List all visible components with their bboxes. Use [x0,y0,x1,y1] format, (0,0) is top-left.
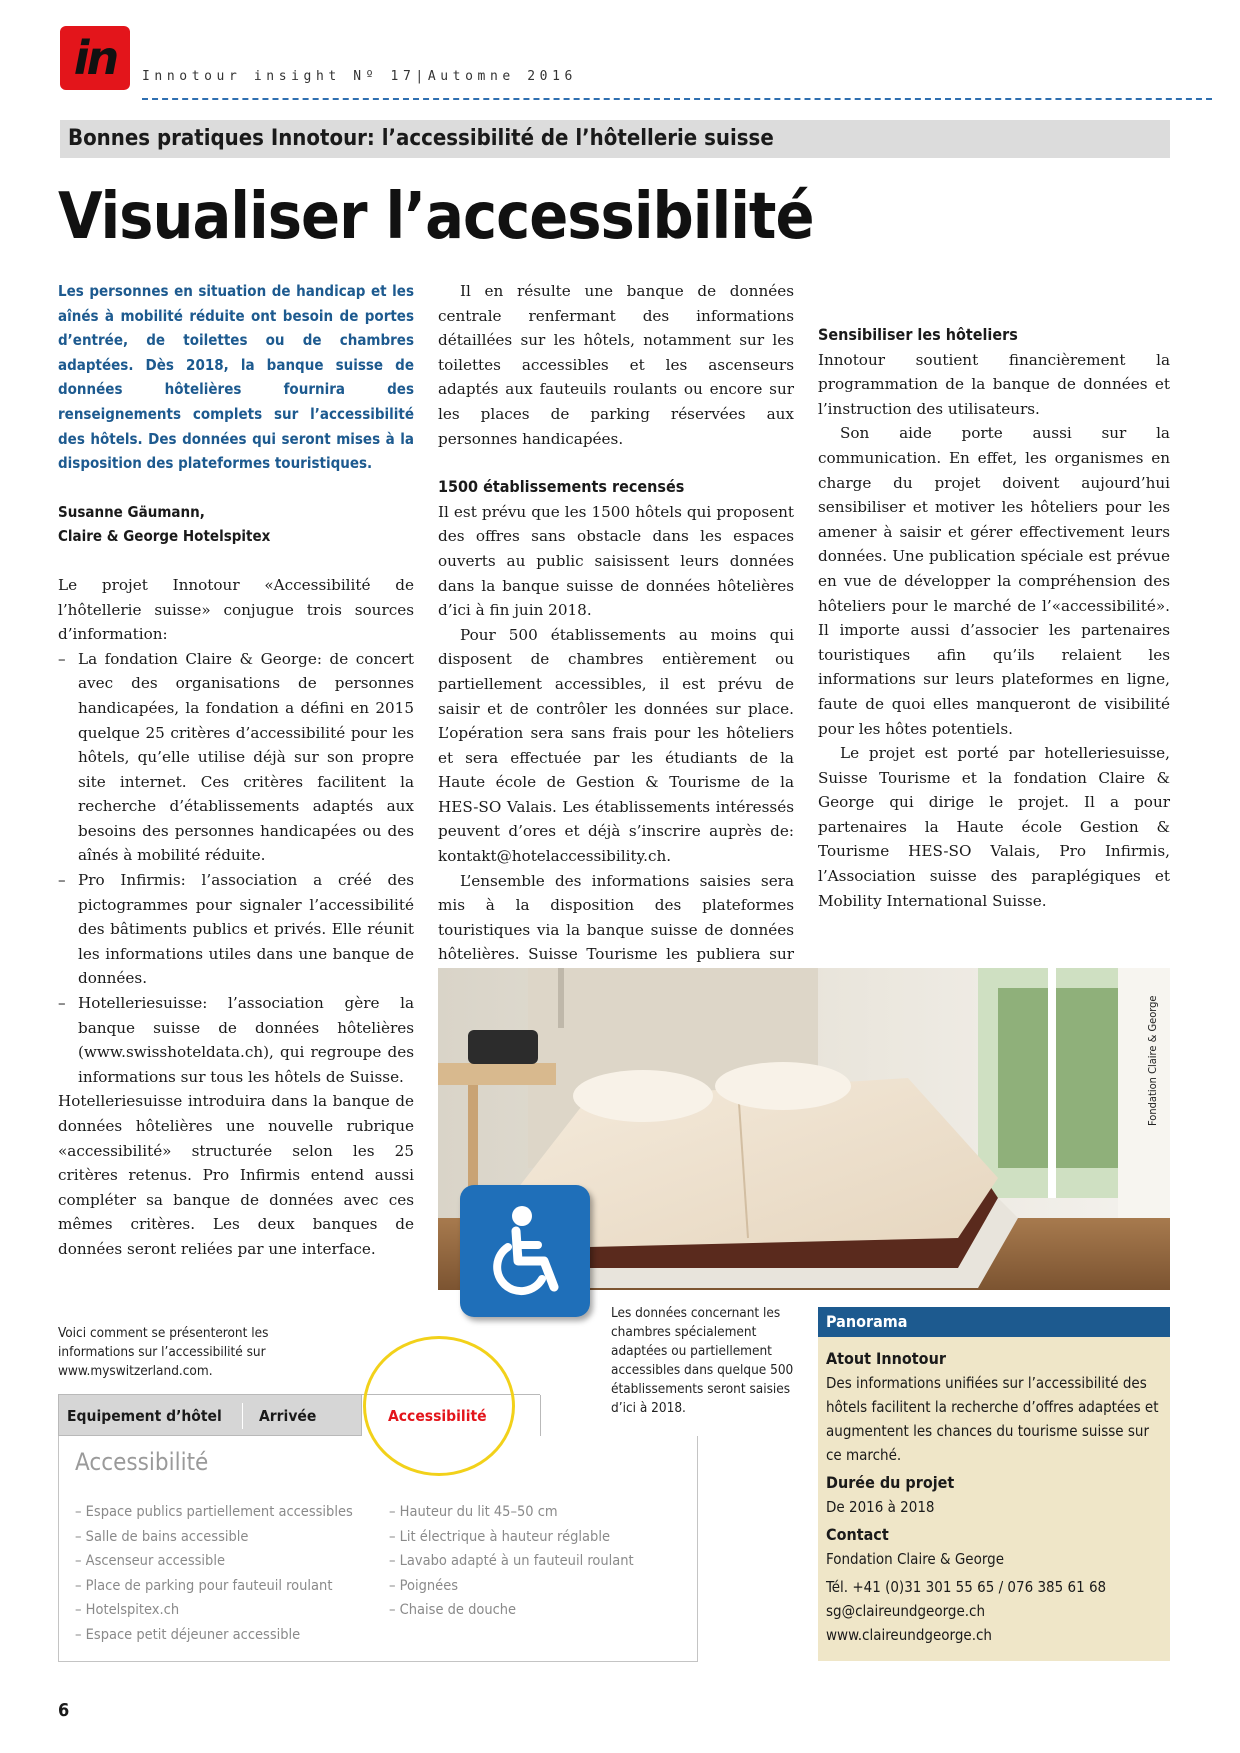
list-item: – Hauteur du lit 45–50 cm [389,1504,558,1520]
list-item: – Pro Infirmis: l’association a créé des pictogrammes pour signaler l’accessibilité des bâtiments publics et privés. Elle réunit les informations utiles dans une banque de données. [58,868,414,991]
list-item: – Poignées [389,1577,459,1594]
article-paragraph: L’ensemble des informations saisies sera mis à la disposition des plateformes touristiques via la banque suisse de données hôtelières. Suisse Tourisme les publiera sur [438,871,794,964]
subheading: Sensibiliser les hôteliers [818,325,1018,344]
myswitzerland-mockup [58,1394,698,1662]
list-item: – Salle de bains accessible [75,1528,249,1545]
innotour-logo [60,26,130,90]
panorama-heading: Durée du projet [826,1473,955,1492]
contact-phone: Tél. +41 (0)31 301 55 65 / 076 385 61 68 [826,1578,1107,1596]
author-name: Susanne Gäumann, [58,502,205,521]
article-lead: Les personnes en situation de handicap et les aînés à mobilité réduite ont besoin de portes d’entrée, de toilettes ou de chambres adaptées. Dès 2018, la banque suisse de données hôtelières fournira des renseignements complets sur l’accessibilité des hôtels. Des données qui seront mises à la disposition des plateformes touristiques. [58,282,414,473]
panorama-title: Panorama [818,1307,1170,1337]
tab-equipement[interactable]: Equipement d’hôtel [67,1407,222,1425]
accessibility-list-left [75,1500,353,1647]
panorama-body [818,1337,1170,1647]
list-item: – Hotelspitex.ch [75,1602,180,1618]
byline [58,500,414,549]
panorama-text: Des informations unifiées sur l’accessibilité des hôtels facilitent la recherche d’offres adaptées et augmentent les chances du tourisme suisse sur ce marché. [826,1374,1159,1464]
tab-accessibilite[interactable] [361,1395,541,1439]
section-band [60,120,1170,158]
list-item: – Hotelleriesuisse: l’association gère la banque suisse de données hôtelières (www.swisshoteldata.ch), qui regroupe des informations sur tous les hôtels de Suisse. [58,991,414,1089]
article-paragraph: Il en résulte une banque de données centrale renfermant des informations détaillées sur les hôtels, notamment sur les toilettes accessibles et les ascenseurs adaptés aux fauteuils roulants ou encore sur les places de parking réservées aux personnes handicapées. [438,282,794,448]
section-title: Bonnes pratiques Innotour: l’accessibilité de l’hôtellerie suisse [68,126,774,151]
wheelchair-icon [478,1203,572,1299]
list-item: – Chaise de douche [389,1602,517,1618]
page-number: 6 [58,1700,70,1721]
photo-caption: Les données concernant les chambres spécialement adaptées ou partiellement accessibles dans quelque 500 établissements seront saisies d’ici à 2018. [611,1305,794,1416]
article-intro: Le projet Innotour «Accessibilité de l’hôtellerie suisse» conjugue trois sources d’information: [58,575,414,644]
mockup-note: Voici comment se présenteront les informations sur l’accessibilité sur www.myswitzerland.com. [58,1325,269,1379]
list-item: – La fondation Claire & George: de concert avec des organisations de personnes handicapées, la fondation a défini en 2015 quelque 25 critères d’accessibilité pour les hôtels, qu’elle utilise déjà sur son propre site internet. Ces critères facilitent la recherche d’établissements adaptés aux besoins des personnes handicapées ou des aînés à mobilité réduite. [58,647,414,868]
panorama-heading: Contact [826,1525,889,1544]
article-paragraph: Hotelleriesuisse introduira dans la banque de données hôtelières une nouvelle rubrique «accessibilité» structurée selon les 25 critères retenus. Pro Infirmis entend aussi compléter sa banque de données avec ces mêmes critères. Les deux banques de données seront reliées par une interface. [58,1092,414,1258]
sources-list [58,647,414,1090]
author-affiliation: Claire & George Hotelspitex [58,527,271,546]
panorama-heading: Atout Innotour [826,1349,946,1368]
masthead: Innotour insight Nº 17|Automne 2016 [142,69,577,84]
contact-name: Fondation Claire & George [826,1550,1004,1568]
list-item: – Ascenseur accessible [75,1553,225,1569]
article-paragraph: Le projet est porté par hotelleriesuisse, Suisse Tourisme et la fondation Claire & George qui dirige le projet. Il a pour partenaires la Haute école Gestion & Tourisme HES-SO Valais, Pro Infirmis, l’Association suisse des paraplégiques et Mobility International Suisse. [818,744,1170,910]
tab-arrivee[interactable]: Arrivée [259,1407,317,1425]
article-column-1 [58,279,414,1262]
article-paragraph: Pour 500 établissements au moins qui disposent de chambres entièrement ou partiellement accessibles, il est prévu de saisir et de contrôler les données sur place. L’opération sera sans frais pour les hôteliers et sera effectuée par les étudiants de la Haute école de Gestion & Tourisme de la HES-SO Valais. Les établissements intéressés peuvent d’ores et déjà s’inscrire auprès de: kontakt@hotelaccessibility.ch. [438,625,794,866]
panorama-box [818,1307,1170,1661]
logo-text: in [73,31,117,85]
headline: Visualiser l’accessibilité [58,180,814,254]
mockup-panel [58,1436,698,1662]
article-paragraph: Il est prévu que les 1500 hôtels qui proposent des offres sans obstacle dans les espaces ouverts au public saisissent leurs données dans la banque suisse de données hôtelières d’ici à fin juin 2018. [438,502,794,620]
mockup-title: Accessibilité [75,1448,209,1476]
article-column-3 [818,323,1170,913]
list-item: – Lit électrique à hauteur réglable [389,1528,610,1545]
list-item: – Place de parking pour fauteuil roulant [75,1577,333,1594]
accessibility-badge [460,1185,590,1317]
article-paragraph: Innotour soutient financièrement la programmation de la banque de données et l’instruction des utilisateurs. [818,350,1170,418]
list-item: – Espace petit déjeuner accessible [75,1626,301,1643]
tab-accessibilite-label: Accessibilité [388,1407,487,1425]
contact-website[interactable]: www.claireundgeorge.ch [826,1626,992,1644]
list-item: – Lavabo adapté à un fauteuil roulant [389,1553,634,1569]
article-paragraph: Son aide porte aussi sur la communication. En effet, les organismes en charge du projet doivent aujourd’hui sensibiliser et motiver les hôteliers pour les amener à saisir et gérer effectivement leurs données. Une publication spéciale est prévue en vue de développer la compréhension des hôteliers pour le marché de l’«accessibilité». Il importe aussi d’associer les partenaires touristiques afin qu’ils relaient les informations sur leurs plateformes en ligne, faute de quoi elles manqueront de visibilité pour les hôtes potentiels. [818,424,1170,738]
tab-divider [242,1403,243,1429]
mockup-tab-bar [58,1394,540,1436]
photo-credit: Fondation Claire & George [1146,995,1159,1126]
contact-email[interactable]: sg@claireundgeorge.ch [826,1602,986,1620]
list-item: – Espace publics partiellement accessibles [75,1504,353,1520]
subheading: 1500 établissements recensés [438,477,685,497]
header-rule [142,98,1212,100]
accessibility-list-right [389,1500,634,1623]
article-column-2 [438,279,794,992]
panorama-text: De 2016 à 2018 [826,1498,935,1516]
